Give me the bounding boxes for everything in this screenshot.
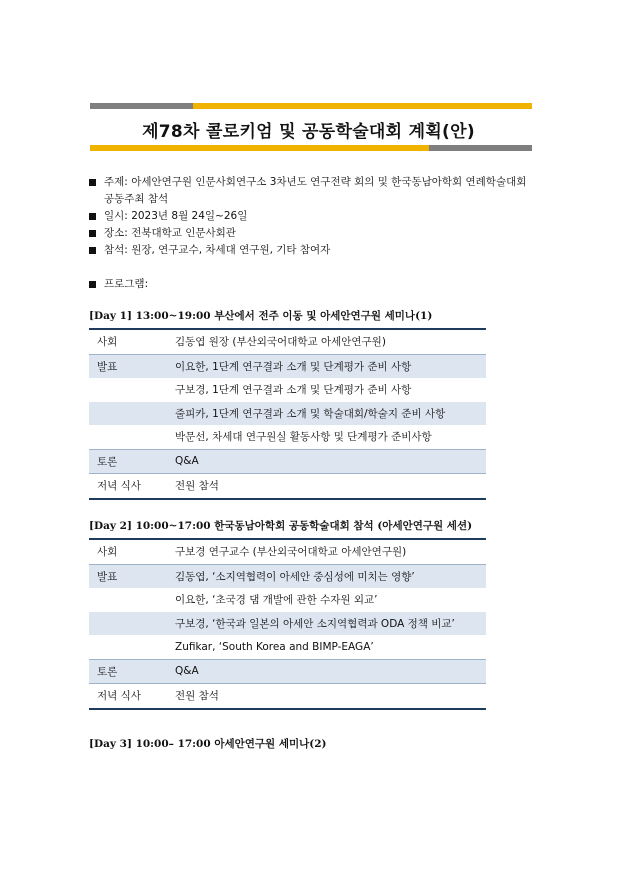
title-bar-top-gold bbox=[193, 103, 532, 109]
bullet-topic-text: 아세안연구원 인문사회연구소 3차년도 연구전략 회의 및 한국동남아학회 연례학술대회 공동주최 참석 bbox=[104, 176, 527, 205]
table-row bbox=[89, 354, 486, 378]
row-content: 구보경, 1단계 연구결과 소개 및 단계평가 준비 사항 bbox=[175, 384, 412, 397]
row-content: 전원 참석 bbox=[167, 684, 486, 709]
info-bullet-list bbox=[89, 174, 539, 293]
row-content: 전원 참석 bbox=[167, 474, 486, 499]
bullet-attendees-label: 참석 bbox=[104, 244, 125, 256]
square-bullet-icon bbox=[89, 247, 96, 254]
bullet-venue-label: 장소 bbox=[104, 227, 125, 239]
page-title: 제78차 콜로키엄 및 공동학술대회 계획(안) bbox=[142, 122, 475, 142]
table-row bbox=[89, 659, 486, 684]
row-category: 토론 bbox=[89, 449, 167, 474]
row-category bbox=[89, 612, 167, 636]
table-row bbox=[89, 684, 486, 709]
title-bar-bottom-gray bbox=[429, 145, 532, 151]
day1-schedule-table bbox=[89, 328, 486, 500]
row-content: 이요한, 1단계 연구결과 소개 및 단계평가 준비 사항 bbox=[167, 354, 486, 378]
row-content: 김동엽 원장 (부산외국어대학교 아세안연구원) bbox=[167, 329, 486, 354]
table-row bbox=[89, 635, 486, 659]
table-row bbox=[89, 329, 486, 354]
bullet-date-label: 일시 bbox=[104, 210, 125, 222]
table-row bbox=[89, 402, 486, 426]
row-category bbox=[89, 588, 167, 612]
row-content: Q&A bbox=[167, 449, 486, 474]
table-row bbox=[89, 539, 486, 564]
table-row bbox=[89, 449, 486, 474]
table-row bbox=[89, 378, 486, 402]
day2-heading: [Day 2] 10:00~17:00 한국동남아학회 공동학술대회 참석 (아세안연구원 세션) bbox=[89, 520, 473, 532]
row-content: Q&A bbox=[167, 659, 486, 684]
row-category: 발표 bbox=[89, 354, 167, 378]
bullet-venue-text: 전북대학교 인문사회관 bbox=[131, 227, 236, 239]
row-content: 김동엽, ‘소지역협력이 아세안 중심성에 미치는 영향’ bbox=[167, 564, 486, 588]
program-label: 프로그램: bbox=[104, 278, 149, 290]
bullet-topic-label: 주제 bbox=[104, 176, 125, 188]
bullet-topic: 주제: 아세안연구원 인문사회연구소 3차년도 연구전략 회의 및 한국동남아학회 연례학술대회 공동주최 참석 bbox=[89, 174, 539, 208]
square-bullet-icon bbox=[89, 230, 96, 237]
title-bar-bottom-gold bbox=[90, 145, 429, 151]
table-row bbox=[89, 425, 486, 449]
bullet-date-text: 2023년 8월 24일~26일 bbox=[131, 210, 248, 222]
bullet-attendees: 참석: 원장, 연구교수, 차세대 연구원, 기타 참여자 bbox=[89, 242, 539, 259]
row-content: Zufikar, ‘South Korea and BIMP-EAGA’ bbox=[175, 640, 374, 653]
square-bullet-icon bbox=[89, 179, 96, 186]
row-content: 줄피카, 1단계 연구결과 소개 및 학술대회/학술지 준비 사항 bbox=[167, 402, 486, 426]
row-category bbox=[89, 402, 167, 426]
day3-heading: [Day 3] 10:00– 17:00 아세안연구원 세미나(2) bbox=[89, 738, 327, 750]
row-category bbox=[89, 378, 167, 402]
bullet-date: 일시: 2023년 8월 24일~26일 bbox=[89, 208, 539, 225]
row-category: 사회 bbox=[89, 329, 167, 354]
row-content: 구보경, ‘한국과 일본의 아세안 소지역협력과 ODA 정책 비교’ bbox=[167, 612, 486, 636]
row-content: 구보경 연구교수 (부산외국어대학교 아세안연구원) bbox=[167, 539, 486, 564]
row-category bbox=[89, 635, 167, 659]
table-row bbox=[89, 474, 486, 499]
square-bullet-icon bbox=[89, 281, 96, 288]
row-content: 박문선, 차세대 연구원실 활동사항 및 단계평가 준비사항 bbox=[175, 431, 432, 444]
row-category: 사회 bbox=[89, 539, 167, 564]
day1-heading: [Day 1] 13:00~19:00 부산에서 전주 이동 및 아세안연구원 세미나(1) bbox=[89, 310, 433, 322]
row-category: 저녁 식사 bbox=[89, 684, 167, 709]
day2-schedule-table bbox=[89, 538, 486, 710]
table-row bbox=[89, 564, 486, 588]
table-row bbox=[89, 588, 486, 612]
table-row bbox=[89, 612, 486, 636]
bullet-attendees-text: 원장, 연구교수, 차세대 연구원, 기타 참여자 bbox=[131, 244, 331, 256]
bullet-venue: 장소: 전북대학교 인문사회관 bbox=[89, 225, 539, 242]
row-category: 발표 bbox=[89, 564, 167, 588]
bullet-program bbox=[89, 276, 539, 293]
title-bar-top-gray bbox=[90, 103, 193, 109]
square-bullet-icon bbox=[89, 213, 96, 220]
row-category: 저녁 식사 bbox=[89, 474, 167, 499]
row-category bbox=[89, 425, 167, 449]
row-content: 이요한, ‘초국경 댐 개발에 관한 수자원 외교’ bbox=[175, 594, 378, 607]
row-category: 토론 bbox=[89, 659, 167, 684]
